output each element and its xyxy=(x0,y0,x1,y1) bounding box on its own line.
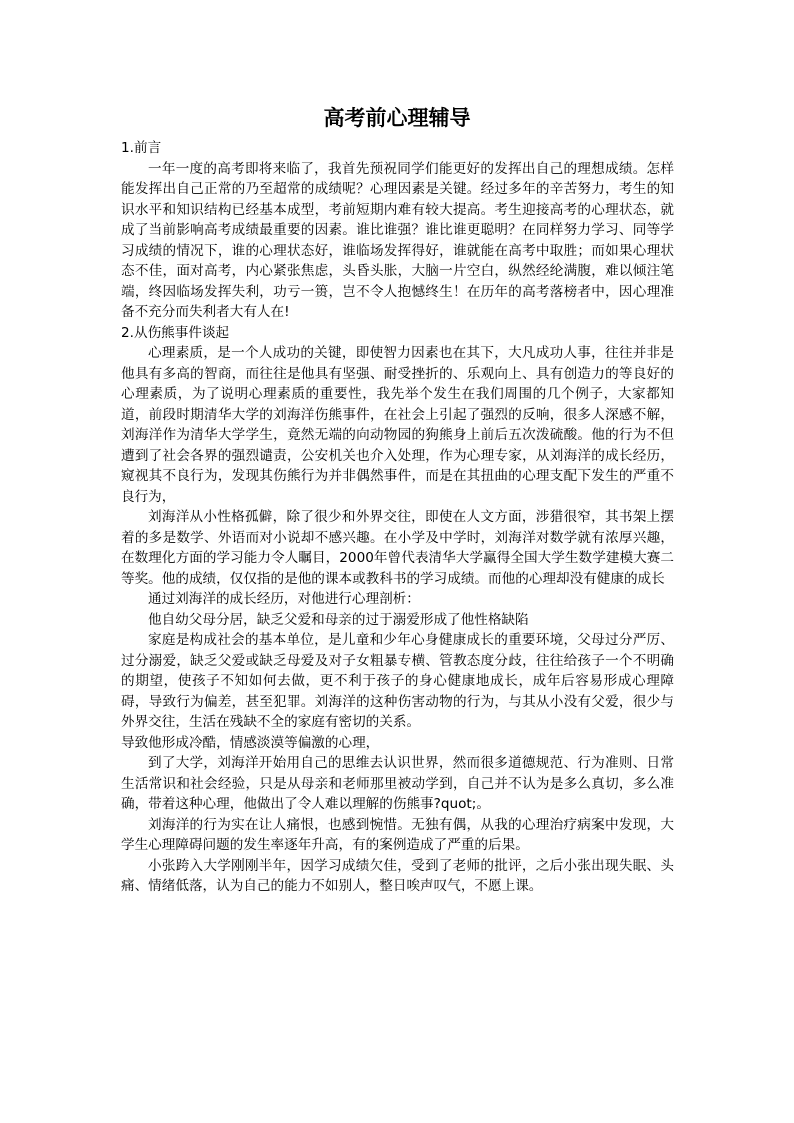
paragraph: 刘海洋从小性格孤僻，除了很少和外界交往，即使在人文方面，涉猎很窄，其书架上摆着的多是数学、外语而对小说却不感兴趣。在小学及中学时，刘海洋对数学就有浓厚兴趣，在数理化方面的学习能力令人瞩目，2000年曾代表清华大学赢得全国大学生数学建模大赛二等奖。他的成绩，仅仅指的是他的课本或教科书的学习成绩。而他的心理却没有健康的成长 xyxy=(121,509,674,587)
paragraph: 他自幼父母分居，缺乏父爱和母亲的过于溺爱形成了他性格缺陷 xyxy=(148,611,529,628)
paragraph-no-indent: 导致他形成冷酷，情感淡漠等偏激的心理， xyxy=(121,734,380,751)
paragraph: 家庭是构成社会的基本单位，是儿童和少年心身健康成长的重要环境，父母过分严厉、过分溺爱，缺乏父爱或缺乏母爱及对子女粗暴专横、管教态度分歧，往往给孩子一个不明确的期望，使孩子不知如何去做，更不利于孩子的身心健康地成长，成年后容易形成心理障碍，导致行为偏差，甚至犯罪。刘海洋的这种伤害动物的行为，与其从小没有父爱，很少与外界交往，生活在残缺不全的家庭有密切的关系。 xyxy=(121,632,674,730)
paragraph: 心理素质，是一个人成功的关键，即使智力因素也在其下，大凡成功人事，往往并非是他具有多高的智商，而往往是他具有坚强、耐受挫折的、乐观向上、具有创造力的等良好的心理素质，为了说明心理素质的重要性，我先举个发生在我们周围的几个例子，大家都知道，前段时期清华大学的刘海洋伤熊事件，在社会上引起了强烈的反响，很多人深感不解，刘海洋作为清华大学学生，竟然无端的向动物园的狗熊身上前后五次泼硫酸。他的行为不但遭到了社会各界的强烈谴责，公安机关也介入处理，作为心理专家，从刘海洋的成长经历，窥视其不良行为，发现其伤熊行为并非偶然事件，而是在其扭曲的心理支配下发生的严重不良行为， xyxy=(121,345,674,505)
document-body xyxy=(121,138,674,897)
paragraph: 通过刘海洋的成长经历，对他进行心理剖析： xyxy=(148,591,420,607)
document-title: 高考前心理辅导 xyxy=(323,105,471,130)
section-heading-bear-incident: 2.从伤熊事件谈起 xyxy=(121,324,230,341)
paragraph: 到了大学，刘海洋开始用自己的思维去认识世界，然而很多道德规范、行为准则、日常生活常识和社会经验，只是从母亲和老师那里被动学到，自己并不认为是多么真切，多么准确，带着这种心理，他做出了令人难以理解的伤熊事?quot;。 xyxy=(121,755,674,812)
paragraph: 刘海洋的行为实在让人痛恨，也感到惋惜。无独有偶，从我的心理治疗病案中发现，大学生心理障碍问题的发生率逐年升高，有的案例造成了严重的后果。 xyxy=(121,816,674,853)
paragraph: 小张跨入大学刚刚半年，因学习成绩欠佳，受到了老师的批评，之后小张出现失眠、头痛、情绪低落，认为自己的能力不如别人，整日唉声叹气，不愿上课。 xyxy=(121,857,674,894)
section-heading-preface: 1.前言 xyxy=(121,140,162,156)
paragraph: 一年一度的高考即将来临了，我首先预祝同学们能更好的发挥出自己的理想成绩。怎样能发挥出自己正常的乃至超常的成绩呢？心理因素是关键。经过多年的辛苦努力，考生的知识水平和知识结构已经基本成型，考前短期内难有较大提高。考生迎接高考的心理状态，就成了当前影响高考成绩最重要的因素。谁比谁强？谁比谁更聪明？在同样努力学习、同等学习成绩的情况下，谁的心理状态好，谁临场发挥得好，谁就能在高考中取胜；而如果心理状态不佳，面对高考，内心紧张焦虑，头昏头胀，大脑一片空白，纵然经纶满腹，难以倾注笔端，终因临场发挥失利，功亏一篑，岂不令人抱憾终生！在历年的高考落榜者中，因心理准备不充分而失利者大有人在! xyxy=(121,160,674,320)
